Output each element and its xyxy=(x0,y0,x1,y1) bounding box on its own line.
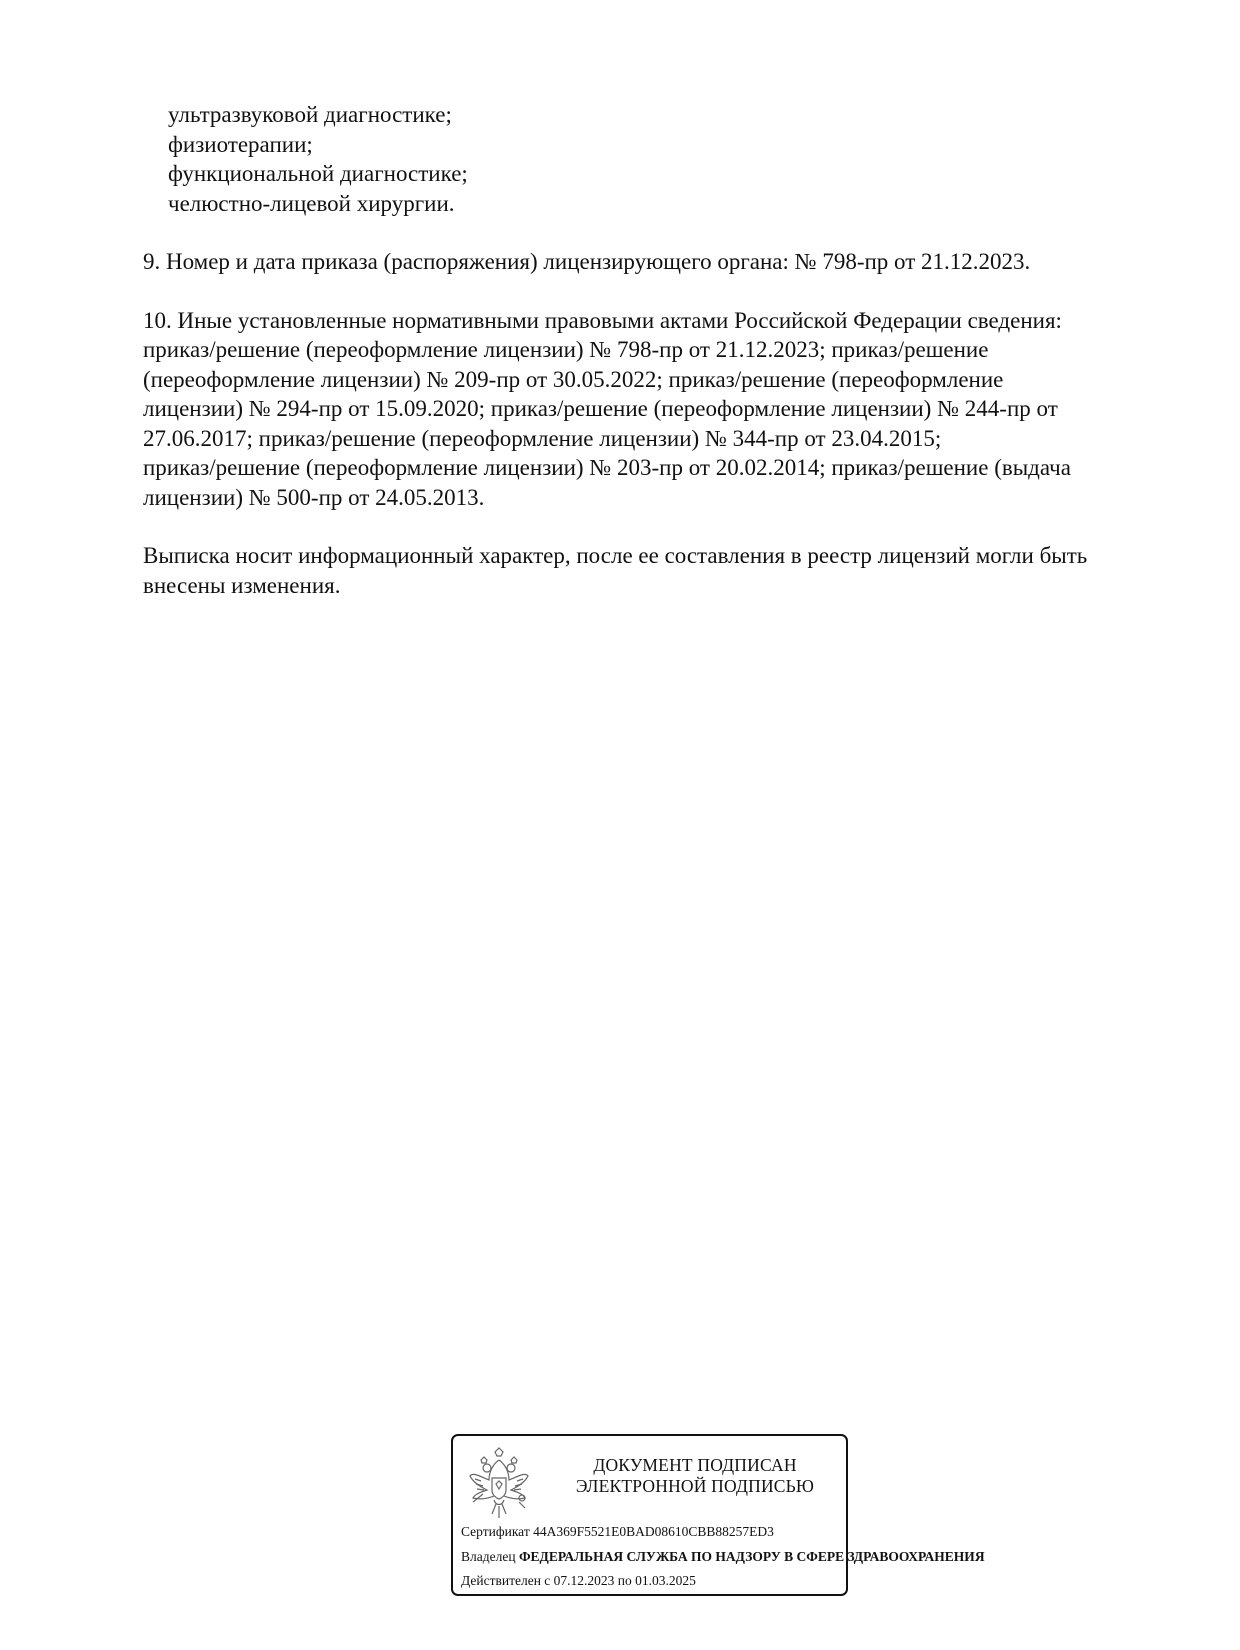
owner-label: Владелец xyxy=(461,1549,516,1564)
stamp-title-line: ДОКУМЕНТ ПОДПИСАН xyxy=(593,1455,797,1475)
certificate-label: Сертификат xyxy=(461,1524,530,1539)
stamp-title-line: ЭЛЕКТРОННОЙ ПОДПИСЬЮ xyxy=(575,1476,815,1496)
section-10-line: лицензии) № 500-пр от 24.05.2013. xyxy=(143,484,485,510)
specialty-list xyxy=(143,100,1153,218)
section-10-line: 27.06.2017; приказ/решение (переоформление лицензии) № 344-пр от 23.04.2015; xyxy=(143,425,942,451)
section-10-line: (переоформление лицензии) № 209-пр от 30.05.2022; приказ/решение (переоформление xyxy=(143,366,1004,392)
section-10-line: 10. Иные установленные нормативными правовыми актами Российской Федерации сведения: xyxy=(143,307,1062,333)
stamp-title xyxy=(553,1455,837,1497)
russian-coat-of-arms-icon xyxy=(467,1446,531,1524)
certificate-value: 44A369F5521E0BAD08610CBB88257ED3 xyxy=(533,1524,774,1539)
disclaimer-line: Выписка носит информационный характер, после ее составления в реестр лицензий могли быть xyxy=(143,543,1088,568)
validity-line: Действителен с 07.12.2023 по 01.03.2025 xyxy=(461,1573,696,1588)
electronic-signature-stamp xyxy=(451,1434,985,1596)
list-item: физиотерапии; xyxy=(168,131,313,157)
list-item: челюстно-лицевой хирургии. xyxy=(168,190,455,216)
section-10-line: лицензии) № 294-пр от 15.09.2020; приказ/решение (переоформление лицензии) № 244-пр от xyxy=(143,396,1058,421)
disclaimer-line: внесены изменения. xyxy=(143,572,341,598)
list-item: функциональной диагностике; xyxy=(168,161,468,186)
section-10-other-info xyxy=(143,306,1153,513)
owner-value: ФЕДЕРАЛЬНАЯ СЛУЖБА ПО НАДЗОРУ В СФЕРЕ ЗДРАВООХРАНЕНИЯ xyxy=(518,1549,985,1564)
document-body xyxy=(143,100,1153,600)
owner-line xyxy=(461,1549,985,1565)
list-item: ультразвуковой диагностике; xyxy=(168,102,452,127)
section-9-text: 9. Номер и дата приказа (распоряжения) лицензирующего органа: № 798-пр от 21.12.2023. xyxy=(143,249,1031,274)
certificate-line xyxy=(461,1524,774,1540)
section-9-order-number xyxy=(143,247,1153,277)
section-10-line: приказ/решение (переоформление лицензии) № 203-пр от 20.02.2014; приказ/решение (выдача xyxy=(143,455,1071,480)
section-10-line: приказ/решение (переоформление лицензии) № 798-пр от 21.12.2023; приказ/решение xyxy=(143,337,989,362)
disclaimer xyxy=(143,541,1153,600)
